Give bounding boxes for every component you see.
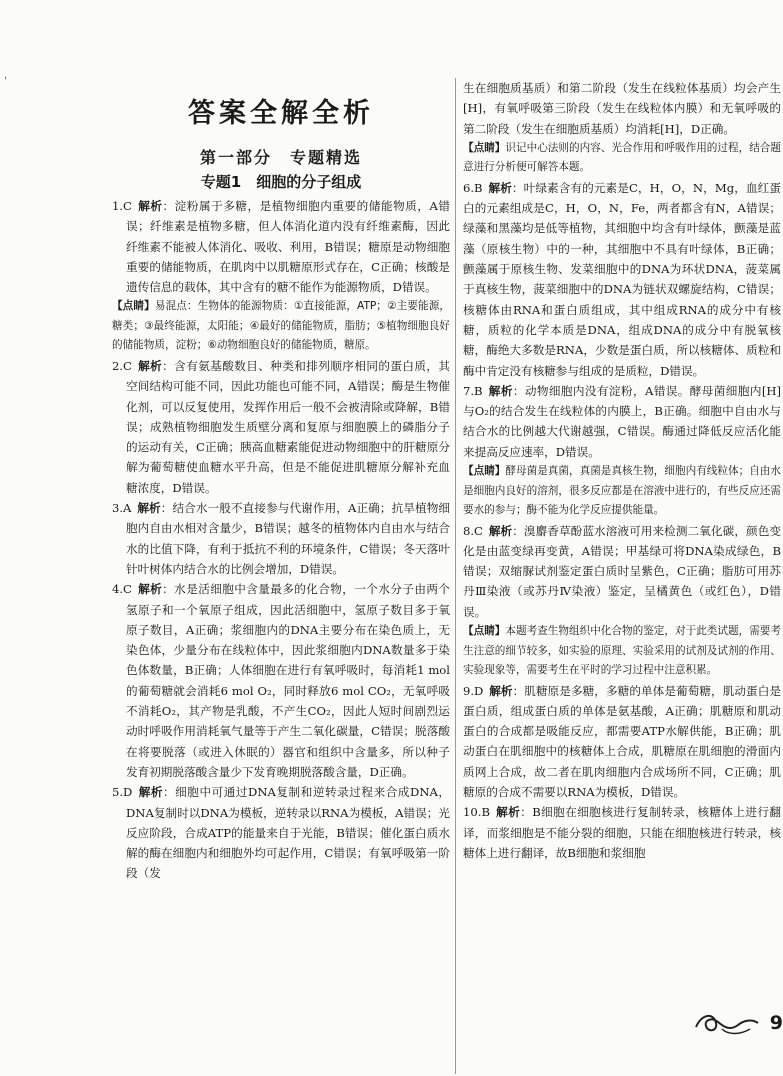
tip-tag: 【点睛】	[463, 465, 506, 478]
answer-text: ：叶绿素含有的元素是C，H，O，N，Mg，血红蛋白的元素组成是C，H，O，N，Fe，两者都含有N，A错误；绿藻和黑藻均是低等植物，其细胞中均含有叶绿体，颤藻是蓝藻（原核生物）中的一种，其细胞中不具有叶绿体，B正确；颤藻属于原核生物、发菜细胞中的DNA为环状DNA，菠菜属于真核生物，菠菜细胞中的DNA为链状双螺旋结构，C错误；核糖体由RNA和蛋白质组成，其中组成RNA的成分中有核糖，质粒的化学本质是DNA，组成DNA的成分中有脱氧核糖，酶绝大多数是RNA，少数是蛋白质，所以核糖体、质粒和酶中肯定没有核糖参与组成的是质粒，D错误。	[463, 180, 781, 378]
tip-tag: 【点睛】	[463, 625, 506, 638]
right-answer-list	[463, 78, 781, 863]
answer-item	[463, 178, 781, 381]
answer-item	[112, 356, 450, 498]
answer-number: 2.C	[112, 358, 132, 373]
answer-text: ：含有氨基酸数目、种类和排列顺序相同的蛋白质，其空间结构可能不同，因此功能也可能不同，A错误；酶是生物催化剂，可以反复使用，发挥作用后一般不会被清除或降解，B错误；成熟植物细胞发生质壁分离和复原与细胞膜上的磷脂分子的运动有关，C正确；胰高血糖素能促进动物细胞中的肝糖原分解为葡萄糖使血糖水平升高，但是不能促进肌糖原分解补充血糖浓度，D错误。	[126, 358, 450, 495]
tip-text: 识记中心法则的内容、光合作用和呼吸作用的过程，结合题意进行分析便可解答本题。	[463, 141, 781, 174]
tip-tag: 【点睛】	[463, 141, 506, 154]
answer-text: ：B细胞在细胞核进行复制转录，核糖体上进行翻译，而浆细胞是不能分裂的细胞，只能在细胞核进行转录，核糖体上进行翻译，故B细胞和浆细胞	[463, 805, 781, 860]
column-divider	[455, 78, 456, 1074]
answer-item	[112, 579, 450, 782]
tip-text: 酵母菌是真菌，真菌是真核生物，细胞内有线粒体；自由水是细胞内良好的溶剂，很多反应都是在溶液中进行的，有些反应还需要水的参与；酶不能为化学反应提供能量。	[463, 465, 781, 517]
answer-text: ：淀粉属于多糖，是植物细胞内重要的储能物质，A错误；纤维素是植物多糖，但人体消化道内没有纤维素酶，因此纤维素不能被人体消化、吸收、利用，B错误；糖原是动物细胞重要的储能物质，在肌肉中以肌糖原形式存在，C正确；核酸是遗传信息的载体，其中含有的糖不能作为能源物质，D错误。	[126, 199, 450, 295]
analysis-label: 解析	[489, 683, 513, 698]
answer-number: 7.B	[463, 383, 483, 398]
answer-number: 5.D	[112, 785, 133, 800]
analysis-label: 解析	[137, 358, 163, 373]
analysis-label: 解析	[488, 383, 513, 398]
answer-text: ：动物细胞内没有淀粉，A错误。酵母菌细胞内[H]与O₂的结合发生在线粒体的内膜上，B正确。细胞中自由水与结合水的比例越大代谢越强，C错误。酶通过降低反应活化能来提高反应速率，D错误。	[463, 383, 781, 459]
answer-item	[112, 498, 450, 579]
left-column	[112, 78, 450, 884]
answer-number: 8.C	[463, 523, 483, 538]
tip-note	[463, 462, 781, 521]
answer-number: 10.B	[463, 805, 490, 820]
analysis-label: 解析	[137, 501, 161, 516]
answer-text: ：肌糖原是多糖，多糖的单体是葡萄糖，肌动蛋白是蛋白质，组成蛋白质的单体是氨基酸，A正确；肌糖原和肌动蛋白的合成都是吸能反应，都需要ATP水解供能，B正确；肌动蛋白在肌细胞中的核糖体上合成，肌糖原在肌细胞的滑面内质网上合成，故二者在肌肉细胞内合成场所不同，C正确；肌糖原的合成不需要以RNA为模板，D错误。	[463, 683, 781, 800]
page-number: 9	[769, 1012, 783, 1034]
answer-item	[463, 78, 781, 139]
analysis-label: 解析	[495, 805, 521, 820]
part-heading: 第一部分 专题精选	[199, 148, 362, 167]
answer-text: ：水是活细胞中含量最多的化合物，一个水分子由两个氢原子和一个氧原子组成，因此活细胞中，氢原子数目多于氧原子数目，A正确；浆细胞内的DNA主要分布在染色质上，无染色体，少量分布在线粒体中，因此浆细胞内DNA数量多于染色体数量，B正确；人体细胞在进行有氧呼吸时，每消耗1 mol的葡萄糖就会消耗6 mol O₂，同时释放6 mol CO₂，无氧呼吸不消耗O₂，其产物是乳酸，不产生CO₂，因此人短时间剧烈运动时呼吸作用消耗氧气量等于产生二氧化碳量，C错误；脱落酸在将要脱落（或进入休眠的）器官和组织中含量多，所以种子发育初期脱落酸含量少下发育晚期脱落酸含量，D正确。	[126, 582, 450, 779]
margin-mark: '	[4, 76, 7, 87]
page-title: 答案全解全析	[188, 98, 374, 129]
answer-number: 4.C	[112, 582, 132, 597]
answer-item	[463, 521, 781, 622]
answer-item	[463, 802, 781, 863]
flourish-ornament-icon	[692, 1005, 762, 1039]
answer-number: 1.C	[112, 199, 132, 213]
answer-item	[112, 782, 450, 883]
answer-item	[112, 196, 450, 297]
analysis-label: 解析	[488, 523, 513, 538]
answer-item	[463, 681, 781, 803]
answer-text: ：结合水一般不直接参与代谢作用，A正确；抗旱植物细胞内自由水相对含量少，B错误；越冬的植物体内自由水与结合水的比值下降，有利于抵抗不利的环境条件，C错误；冬天落叶针叶树体内结合水的比例会增加，D错误。	[126, 501, 450, 576]
topic-heading: 专题1 细胞的分子组成	[200, 173, 362, 191]
answer-text: ：溴麝香草酚蓝水溶液可用来检测二氧化碳，颜色变化是由蓝变绿再变黄，A错误；甲基绿可将DNA染成绿色，B错误；双缩脲试剂鉴定蛋白质时呈紫色，C正确；脂肪可用苏丹Ⅲ染液（或苏丹Ⅳ染液）鉴定，呈橘黄色（或红色），D错误。	[463, 523, 781, 619]
answer-number: 3.A	[112, 501, 132, 516]
answer-text: 生在细胞质基质）和第二阶段（发生在线粒体基质）均会产生[H]，有氧呼吸第三阶段（发生在线粒体内膜）和无氧呼吸的第二阶段（发生在细胞质基质）均消耗[H]，D正确。	[463, 81, 781, 136]
analysis-label: 解析	[138, 785, 164, 800]
tip-text: 易混点：生物体的能源物质：①直接能源，ATP；②主要能源，糖类；③最终能源，太阳能；④最好的储能物质，脂肪；⑤植物细胞良好的储能物质，淀粉；⑥动物细胞良好的储能物质，糖原。	[112, 300, 450, 352]
tip-text: 本题考查生物组织中化合物的鉴定，对于此类试题，需要考生注意的细节较多，如实验的原理、实验采用的试剂及试剂的作用、实验现象等，需要考生在平时的学习过程中注意积累。	[463, 625, 781, 677]
tip-note	[112, 297, 450, 356]
answer-number: 6.B	[463, 180, 483, 195]
answer-number: 9.D	[463, 683, 484, 698]
left-answer-list	[112, 196, 450, 884]
tip-tag: 【点睛】	[112, 300, 155, 313]
analysis-label: 解析	[137, 582, 163, 597]
analysis-label: 解析	[137, 199, 163, 213]
tip-note	[463, 622, 781, 681]
right-column	[463, 78, 781, 863]
analysis-label: 解析	[488, 180, 512, 195]
answer-item	[463, 381, 781, 462]
answer-text: ：细胞中可通过DNA复制和逆转录过程来合成DNA，DNA复制时以DNA为模板，逆转录以RNA为模板，A错误；光反应阶段，合成ATP的能量来自于光能，B错误；催化蛋白质水解的酶在细胞内和细胞外均可起作用，C错误；有氧呼吸第一阶段（发	[126, 785, 450, 881]
tip-note	[463, 139, 781, 178]
